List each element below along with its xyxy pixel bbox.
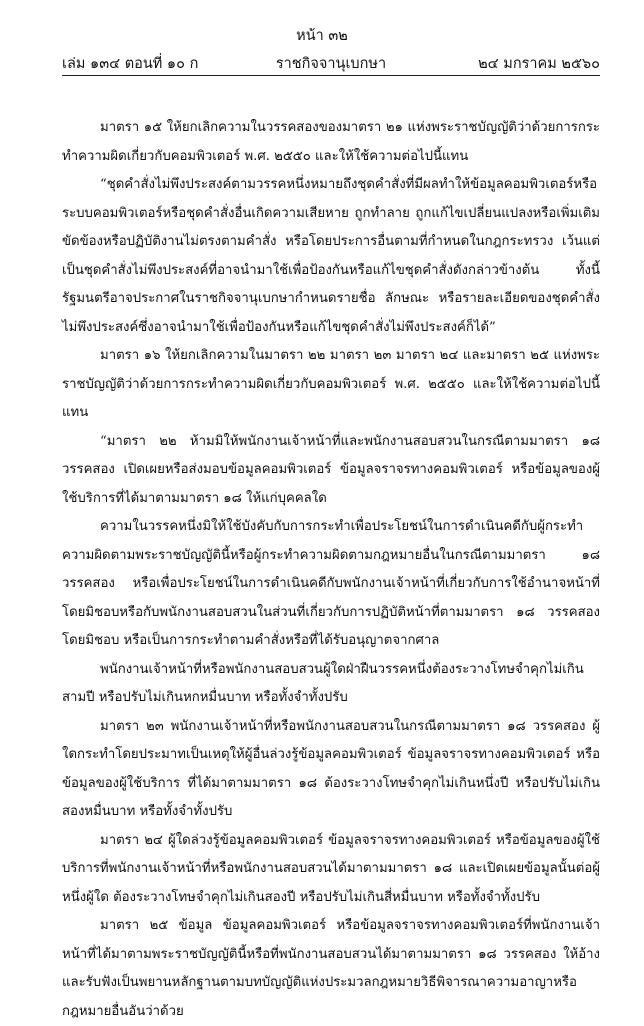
gazette-name: ราชกิจจานุเบกษา (275, 56, 387, 72)
page-number: หน้า ๓๒ (296, 28, 348, 44)
paragraph-section-23: มาตรา ๒๓ พนักงานเจ้าหน้าที่หรือพนักงานสอบสวนในกรณีตามมาตรา ๑๘ วรรคสอง ผู้ใดกระทำโดยประมาทเป็นเหตุให้ผู้อื่นล่วงรู้ข้อมูลคอมพิวเตอร์ ข้อมูลจราจรทางคอมพิวเตอร์ หรือข้อมูลของผู้ใช้บริการ ที่ได้มาตามมาตรา ๑๘ ต้องระวางโทษจำคุกไม่เกินหนึ่งปี หรือปรับไม่เกินสองหมื่นบาท หรือทั้งจำทั้งปรับ (62, 718, 600, 819)
paragraph-section-22-exception: ความในวรรคหนึ่งมิให้ใช้บังคับกับการกระทำเพื่อประโยชน์ในการดำเนินคดีกับผู้กระทำความผิดตามพระราชบัญญัตินี้หรือผู้กระทำความผิดตามกฎหมายอื่นในกรณีตามมาตรา ๑๘ วรรคสอง หรือเพื่อประโยชน์ในการดำเนินคดีกับพนักงานเจ้าหน้าที่เกี่ยวกับการใช้อำนาจหน้าที่โดยมิชอบหรือกับพนักงานสอบสวนในส่วนที่เกี่ยวกับการปฏิบัติหน้าที่ตามมาตรา ๑๘ วรรคสอง โดยมิชอบ หรือเป็นการกระทำตามคำสั่งหรือที่ได้รับอนุญาตจากศาล (62, 519, 600, 648)
header-rule (62, 75, 600, 76)
publication-date: ๒๔ มกราคม ๒๕๖๐ (478, 56, 600, 72)
paragraph-section-24: มาตรา ๒๔ ผู้ใดล่วงรู้ข้อมูลคอมพิวเตอร์ ข้อมูลจราจรทางคอมพิวเตอร์ หรือข้อมูลของผู้ใช้บริการที่พนักงานเจ้าหน้าที่หรือพนักงานสอบสวนได้มาตามมาตรา ๑๘ และเปิดเผยข้อมูลนั้นต่อผู้หนึ่งผู้ใด ต้องระวางโทษจำคุกไม่เกินสองปี หรือปรับไม่เกินสี่หมื่นบาท หรือทั้งจำทั้งปรับ (62, 832, 600, 905)
paragraph-section-22: “มาตรา ๒๒ ห้ามมิให้พนักงานเจ้าหน้าที่และพนักงานสอบสวนในกรณีตามมาตรา ๑๘ วรรคสอง เปิดเผยหรือส่งมอบข้อมูลคอมพิวเตอร์ ข้อมูลจราจรทางคอมพิวเตอร์ หรือข้อมูลของผู้ใช้บริการที่ได้มาตามมาตรา ๑๘ ให้แก่บุคคลใด (62, 433, 600, 506)
paragraph-section-15: มาตรา ๑๕ ให้ยกเลิกความในวรรคสองของมาตรา ๒๑ แห่งพระราชบัญญัติว่าด้วยการกระทำความผิดเกี่ยวกับคอมพิวเตอร์ พ.ศ. ๒๕๕๐ และให้ใช้ความต่อไปนี้แทน (62, 120, 600, 164)
volume-issue: เล่ม ๑๓๔ ตอนที่ ๑๐ ก (62, 56, 199, 72)
paragraph-section-22-penalty: พนักงานเจ้าหน้าที่หรือพนักงานสอบสวนผู้ใดฝ่าฝืนวรรคหนึ่งต้องระวางโทษจำคุกไม่เกินสามปี หรือปรับไม่เกินหกหมื่นบาท หรือทั้งจำทั้งปรับ (62, 661, 584, 705)
paragraph-section-16: มาตรา ๑๖ ให้ยกเลิกความในมาตรา ๒๒ มาตรา ๒๓ มาตรา ๒๔ และมาตรา ๒๕ แห่งพระราชบัญญัติว่าด้วยการกระทำความผิดเกี่ยวกับคอมพิวเตอร์ พ.ศ. ๒๕๕๐ และให้ใช้ความต่อไปนี้แทน (62, 348, 600, 420)
paragraph-section-21-text: “ชุดคำสั่งไม่พึงประสงค์ตามวรรคหนึ่งหมายถึงชุดคำสั่งที่มีผลทำให้ข้อมูลคอมพิวเตอร์หรือระบบคอมพิวเตอร์หรือชุดคำสั่งอื่นเกิดความเสียหาย ถูกทำลาย ถูกแก้ไขเปลี่ยนแปลงหรือเพิ่มเติม ขัดข้องหรือปฏิบัติงานไม่ตรงตามคำสั่ง หรือโดยประการอื่นตามที่กำหนดในกฎกระทรวง เว้นแต่เป็นชุดคำสั่งไม่พึงประสงค์ที่อาจนำมาใช้เพื่อป้องกันหรือแก้ไขชุดคำสั่งดังกล่าวข้างต้น ทั้งนี้ รัฐมนตรีอาจประกาศในราชกิจจานุเบกษากำหนดรายชื่อ ลักษณะ หรือรายละเอียดของชุดคำสั่งไม่พึงประสงค์ซึ่งอาจนำมาใช้เพื่อป้องกันหรือแก้ไขชุดคำสั่งไม่พึงประสงค์ก็ได้” (62, 177, 600, 335)
paragraph-section-25: มาตรา ๒๕ ข้อมูล ข้อมูลคอมพิวเตอร์ หรือข้อมูลจราจรทางคอมพิวเตอร์ที่พนักงานเจ้าหน้าที่ได้มาตามพระราชบัญญัตินี้หรือที่พนักงานสอบสวนได้มาตามมาตรา ๑๘ วรรคสอง ให้อ้างและรับฟังเป็นพยานหลักฐานตามบทบัญญัติแห่งประมวลกฎหมายวิธีพิจารณาความอาญาหรือกฎหมายอื่นอันว่าด้วย (62, 918, 600, 1019)
gazette-header (62, 52, 600, 72)
document-body (62, 114, 600, 1026)
